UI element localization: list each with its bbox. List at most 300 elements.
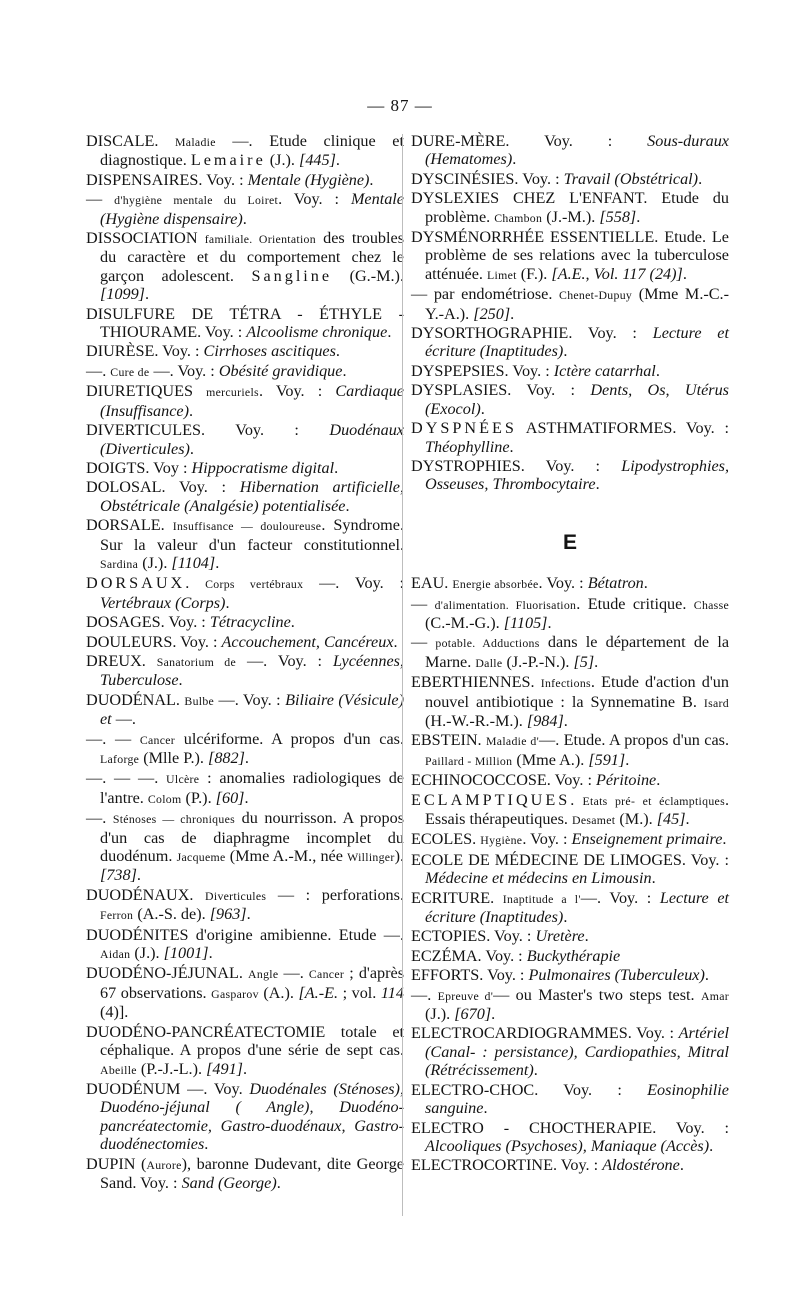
- entry-text: Sténoses — chroniques: [112, 812, 236, 827]
- entry-text: ).: [394, 847, 405, 866]
- entry-text: Sangline: [251, 266, 333, 285]
- entry-text: .: [704, 966, 709, 985]
- index-entry: [411, 285, 729, 323]
- entry-text: Diverticules: [205, 888, 267, 903]
- entry-text: DURE-MÈRE. Voy. :: [411, 132, 648, 150]
- entry-text: .: [342, 361, 347, 380]
- entry-text: .: [189, 401, 194, 420]
- entry-text: . Voy. :: [522, 830, 572, 849]
- entry-text: —. Voy. :: [236, 651, 333, 670]
- entry-text: d'alimentation. Fluorisation: [434, 597, 577, 612]
- entry-text: —.: [111, 710, 136, 729]
- entry-text: Cancer: [139, 732, 176, 747]
- entry-text: [670]: [454, 1005, 492, 1024]
- entry-text: Insuffisance — douloureuse: [172, 519, 322, 534]
- entry-text: Cardiaque (Insuffisance): [100, 382, 404, 420]
- right-column-top-entries: [411, 132, 729, 494]
- index-entry: [86, 809, 404, 885]
- entry-text: familiale. Orientation: [204, 232, 316, 247]
- entry-text: (Mme A.).: [512, 750, 589, 769]
- entry-text: Bulbe: [184, 693, 215, 708]
- entry-text: Péritoine: [595, 771, 657, 790]
- entry-text: Cancer: [308, 967, 345, 982]
- entry-text: : anomalies radiologiques de l'antre.: [100, 769, 404, 807]
- entry-text: DYSTROPHIES. Voy. :: [411, 456, 622, 475]
- entry-text: ASTHMATIFORMES. Voy. :: [516, 419, 729, 438]
- entry-text: Maladie: [175, 135, 216, 149]
- entry-text: [558]: [599, 207, 637, 226]
- entry-text: (M.).: [615, 810, 657, 828]
- entry-text: (J.).: [265, 151, 300, 170]
- entry-text: ; vol.: [338, 983, 381, 1002]
- entry-text: DUODÉNITES d'origine amibienne. Etude —.: [86, 925, 404, 944]
- entry-text: . Etude d'action d'un nouvel antibiotique : la Synnematine B.: [425, 673, 729, 711]
- left-column: [86, 132, 404, 1193]
- entry-text: Artériel (Canal- : persistance), Cardiopathies, Mitral (Rétrécissement): [425, 1024, 729, 1080]
- entry-text: DREUX.: [86, 651, 157, 670]
- entry-text: [591]: [588, 750, 626, 769]
- entry-text: Enseignement primaire: [571, 830, 723, 849]
- entry-text: ECRITURE.: [411, 888, 503, 907]
- entry-text: Uretère: [535, 927, 585, 946]
- entry-text: DOLOSAL. Voy. :: [86, 478, 240, 497]
- index-entry: [411, 324, 729, 361]
- entry-text: .: [563, 711, 568, 730]
- entry-text: Médecine et médecins en Limousin: [425, 869, 652, 888]
- entry-text: Infections: [540, 676, 591, 691]
- entry-text: . Etude critique.: [576, 594, 694, 613]
- entry-text: des troubles du caractère et du comportement chez le garçon adolescent.: [100, 229, 404, 285]
- entry-text: du nourrisson. A propos d'un cas de diaphragme incomplet du duodénum.: [100, 809, 404, 866]
- index-entry: [86, 132, 404, 170]
- entry-text: Laforge: [100, 752, 140, 766]
- entry-text: EFFORTS. Voy. :: [411, 966, 529, 985]
- entry-text: .: [509, 437, 514, 456]
- entry-text: Aidan: [100, 947, 131, 962]
- entry-text: .: [512, 150, 517, 169]
- index-entry: [86, 691, 404, 729]
- entry-text: .: [335, 342, 340, 361]
- index-entry: [411, 381, 729, 418]
- index-entry: [411, 170, 729, 188]
- index-entry: [86, 1080, 404, 1154]
- entry-text: — : perforations.: [266, 885, 404, 904]
- entry-text: Maladie d': [486, 734, 540, 749]
- entry-text: Ictère catarrhal: [553, 361, 656, 380]
- entry-text: [882]: [208, 749, 245, 767]
- entry-text: Pulmonaires (Tuberculeux): [528, 966, 705, 985]
- index-entry: [411, 189, 729, 227]
- entry-text: (G.-M.).: [332, 266, 404, 285]
- section-letter-heading: E: [562, 530, 577, 554]
- index-entry: [411, 228, 729, 284]
- entry-text: (Mme M.-C.-Y.-A.).: [425, 285, 729, 323]
- entry-text: Lycéennes, Tuberculose: [100, 651, 404, 690]
- entry-text: potable. Adductions: [435, 636, 540, 651]
- index-entry: [411, 1156, 729, 1174]
- entry-text: DISPENSAIRES. Voy. :: [86, 170, 248, 189]
- entry-text: —.: [86, 809, 113, 828]
- index-entry: [86, 382, 404, 420]
- entry-text: DOULEURS. Voy. :: [86, 632, 222, 651]
- entry-text: (J.).: [130, 944, 164, 963]
- entry-text: —. Etude clinique et diagnostique.: [100, 132, 404, 170]
- entry-text: DIURÈSE. Voy. :: [86, 342, 204, 361]
- index-entry: [86, 478, 404, 515]
- entry-text: .: [144, 285, 150, 304]
- entry-text: .: [682, 264, 687, 283]
- index-entry: [411, 1119, 729, 1156]
- index-entry: [411, 1024, 729, 1079]
- entry-text: DUODÉNAUX.: [86, 885, 206, 904]
- entry-text: dans le département de la Marne.: [425, 633, 730, 671]
- entry-text: Colom: [147, 791, 182, 806]
- index-entry: [86, 730, 404, 769]
- entry-text: [250]: [473, 304, 511, 323]
- entry-text: Buckythérapie: [526, 946, 621, 965]
- entry-text: DUODÉNO-PANCRÉATECTOMIE totale et céphalique. A propos d'une série de sept cas.: [86, 1022, 404, 1060]
- column-divider: [402, 134, 403, 1216]
- index-entry: [411, 574, 729, 593]
- entry-text: Energie absorbée: [452, 577, 539, 592]
- entry-text: — par endométriose.: [411, 285, 560, 304]
- entry-text: Sanatorium de: [156, 654, 237, 669]
- entry-text: —. Voy. :: [214, 690, 286, 709]
- entry-text: DYSPNÉES: [411, 419, 517, 438]
- entry-text: Etats pré- et éclamptiques: [582, 793, 725, 808]
- index-entry: [411, 791, 729, 830]
- entry-text: DYSPLASIES. Voy. :: [411, 381, 591, 400]
- entry-text: (C.-M.-G.).: [425, 613, 504, 632]
- entry-text: .: [563, 342, 568, 361]
- entry-text: [45]: [656, 810, 686, 828]
- entry-text: Bétatron: [587, 574, 644, 593]
- index-entry: [86, 886, 404, 925]
- index-entry: [86, 190, 404, 228]
- entry-text: Alcooliques (Psychoses), Maniaque (Accès): [425, 1136, 710, 1155]
- entry-text: Vertébraux (Corps): [100, 593, 226, 612]
- entry-text: Paillard - Million: [425, 753, 513, 768]
- entry-text: .: [643, 574, 648, 593]
- entry-text: .: [334, 458, 339, 477]
- entry-text: (J.-M.).: [542, 207, 600, 226]
- entry-text: .: [290, 613, 295, 632]
- entry-text: Cure de: [110, 364, 150, 379]
- index-entry: [86, 964, 404, 1021]
- index-entry: [86, 1023, 404, 1079]
- entry-text: Biliaire (Vésicule) et: [100, 690, 404, 729]
- entry-text: Hippocratisme digital: [191, 458, 335, 477]
- entry-text: Abeille: [100, 1062, 137, 1077]
- entry-text: . Voy. :: [258, 382, 336, 401]
- entry-text: DORSAUX: [86, 574, 186, 593]
- entry-text: (J.).: [425, 1005, 455, 1024]
- entry-text: DYSORTHOGRAPHIE. Voy. :: [411, 324, 653, 343]
- index-entry: [86, 613, 404, 631]
- entry-text: Tétracycline: [209, 613, 291, 632]
- entry-text: ELECTROCARDIOGRAMMES. Voy. :: [411, 1024, 679, 1043]
- entry-text: [984]: [526, 711, 564, 730]
- entry-text: DUODÉNUM —. Voy.: [86, 1079, 250, 1098]
- entry-text: ; d'après 67 observations.: [100, 964, 404, 1002]
- index-entry: [86, 633, 404, 651]
- entry-text: .: [685, 810, 690, 828]
- right-column: [411, 132, 729, 1176]
- entry-text: Accouchement, Cancéreux: [221, 632, 394, 651]
- entry-text: —. Voy. :: [149, 361, 219, 380]
- entry-text: .: [246, 905, 251, 924]
- index-entry: [411, 1081, 729, 1118]
- entry-text: d'hygiène mentale du Loiret: [114, 193, 279, 208]
- entry-text: mercuriels: [206, 385, 259, 400]
- index-entry: [86, 652, 404, 690]
- entry-text: [1104]: [171, 553, 216, 572]
- index-entry: [86, 305, 404, 342]
- entry-text: Mentale (Hygiène dispensaire): [100, 190, 404, 228]
- entry-text: Chenet-Dupuy: [559, 288, 633, 303]
- entry-text: (P.).: [181, 788, 216, 807]
- entry-text: (F.).: [516, 264, 552, 283]
- entry-text: —: [411, 594, 435, 613]
- entry-text: Inaptitude a l': [502, 891, 581, 906]
- index-entry: [411, 986, 729, 1024]
- entry-text: Gasparov: [211, 986, 259, 1001]
- entry-text: —.: [278, 964, 309, 983]
- entry-text: —. —: [86, 729, 140, 748]
- entry-text: ECHINOCOCCOSE. Voy. :: [411, 771, 596, 790]
- entry-text: Angle: [248, 967, 279, 982]
- index-entry: [86, 926, 404, 964]
- entry-text: .: [709, 1136, 714, 1155]
- entry-text: (Mlle P.).: [139, 749, 209, 767]
- entry-text: Jacqueme: [176, 850, 226, 865]
- entry-text: Sardina: [100, 556, 139, 571]
- entry-text: .: [625, 750, 630, 769]
- entry-text: —.: [86, 361, 111, 380]
- entry-text: DUODÉNO-JÉJUNAL.: [86, 964, 249, 983]
- entry-text: [60]: [215, 788, 245, 807]
- entry-text: EBERTHIENNES.: [411, 673, 541, 692]
- entry-text: .: [185, 574, 206, 593]
- entry-text: .: [655, 361, 660, 380]
- entry-text: .: [722, 830, 727, 849]
- entry-text: DOSAGES. Voy. :: [86, 613, 210, 632]
- entry-text: ELECTRO-CHOC. Voy. :: [411, 1080, 648, 1099]
- index-entry: [86, 516, 404, 573]
- entry-text: [5]: [573, 652, 595, 671]
- entry-text: ECTOPIES. Voy. :: [411, 927, 536, 946]
- entry-text: Dents, Os, Utérus (Exocol): [425, 381, 729, 418]
- entry-text: Epreuve d': [437, 988, 494, 1003]
- index-entry: [411, 595, 729, 633]
- entry-text: .: [335, 151, 340, 170]
- entry-text: (J.-P.-N.).: [502, 652, 574, 671]
- entry-text: .: [136, 866, 141, 885]
- entry-text: .: [204, 1135, 209, 1154]
- entry-text: [1099]: [100, 285, 145, 304]
- index-entry: [411, 966, 729, 984]
- entry-text: DUPIN (: [86, 1154, 147, 1173]
- index-entry: [86, 171, 404, 189]
- entry-text: — ou Master's two steps test.: [493, 985, 701, 1004]
- entry-text: [445]: [299, 151, 336, 170]
- entry-text: Amar: [700, 988, 729, 1003]
- entry-text: .: [510, 304, 515, 323]
- entry-text: Dalle: [475, 655, 503, 670]
- entry-text: (A.).: [258, 983, 299, 1002]
- entry-text: —: [411, 633, 436, 652]
- entry-text: ECOLE DE MÉDECINE DE LIMOGES. Voy. :: [411, 850, 729, 869]
- index-entry: [411, 927, 729, 945]
- entry-text: . Essais thérapeutiques.: [425, 790, 730, 828]
- entry-text: DYSCINÉSIES. Voy. :: [411, 169, 564, 188]
- entry-text: .: [636, 207, 641, 226]
- entry-text: Isard: [703, 695, 729, 710]
- entry-text: Lemaire: [190, 151, 266, 170]
- entry-text: [1105]: [503, 613, 548, 632]
- entry-text: EAU.: [411, 574, 453, 593]
- entry-text: —. Voy. :: [580, 888, 660, 907]
- entry-text: Travail (Obstétrical): [563, 169, 699, 188]
- entry-text: .: [656, 771, 661, 790]
- entry-text: ulcériforme. A propos d'un cas.: [175, 729, 404, 748]
- entry-text: Alcoolisme chronique: [246, 323, 388, 342]
- entry-text: ECLAMPTIQUES: [411, 790, 571, 809]
- entry-text: Aldostérone: [602, 1156, 680, 1175]
- index-entry: [86, 459, 404, 477]
- index-entry: [411, 889, 729, 927]
- entry-text: DIURETIQUES: [86, 382, 207, 401]
- entry-text: DOIGTS. Voy :: [86, 458, 192, 477]
- entry-text: [A.E., Vol. 117 (24)]: [551, 264, 683, 283]
- entry-text: EBSTEIN.: [411, 731, 487, 750]
- entry-text: ECZÉMA. Voy. :: [411, 946, 527, 965]
- entry-text: —: [86, 190, 115, 209]
- entry-text: Willinger: [347, 850, 395, 865]
- entry-text: Eosinophilie sanguine: [425, 1080, 729, 1118]
- entry-text: —.: [411, 985, 438, 1004]
- index-entry: [86, 1155, 404, 1193]
- entry-text: (A.-S. de).: [133, 905, 210, 924]
- index-entry: [411, 830, 729, 849]
- entry-text: .: [276, 1173, 281, 1192]
- index-entry: [411, 851, 729, 888]
- entry-text: .: [345, 496, 350, 515]
- entry-text: DUODÉNAL.: [86, 690, 185, 709]
- entry-text: ), baronne Dudevant, dite George Sand. Voy. :: [100, 1154, 404, 1192]
- index-entry: [86, 229, 404, 304]
- entry-text: DORSALE.: [86, 516, 173, 535]
- entry-text: .: [547, 613, 552, 632]
- entry-text: .: [208, 944, 213, 963]
- entry-text: (P.-J.-L.).: [136, 1059, 207, 1078]
- entry-text: Limet: [487, 267, 517, 282]
- entry-text: .: [393, 632, 398, 651]
- entry-text: .: [483, 1099, 488, 1118]
- index-entry: [411, 362, 729, 380]
- entry-text: Duodénaux (Diverticules): [100, 421, 404, 458]
- page-number: — 87 —: [367, 96, 433, 115]
- right-column-bottom-entries: [411, 574, 729, 1175]
- entry-text: Sand (George): [181, 1173, 277, 1192]
- entry-text: .: [584, 927, 589, 946]
- entry-text: Lipodystrophies, Osseuses, Thrombocytaire: [425, 456, 729, 494]
- entry-text: —. — —.: [86, 769, 167, 788]
- entry-text: Lecture et écriture (Inaptitudes): [425, 888, 729, 927]
- entry-text: Obésité gravidique: [218, 361, 343, 380]
- entry-text: ECOLES.: [411, 830, 481, 849]
- entry-text: .: [244, 788, 249, 807]
- index-entry: [86, 362, 404, 381]
- index-entry: [86, 421, 404, 458]
- entry-text: Chambon: [494, 210, 543, 225]
- entry-text: Théophylline: [425, 437, 510, 456]
- entry-text: .: [491, 1005, 496, 1024]
- entry-text: .: [533, 1061, 538, 1080]
- entry-text: DISULFURE DE TÉTRA - ÉTHYLE - THIOURAME. Voy. :: [86, 304, 404, 342]
- index-entry: [411, 457, 729, 494]
- entry-text: —. Voy. :: [303, 574, 404, 593]
- entry-text: .: [651, 869, 656, 888]
- entry-text: (J.).: [138, 553, 172, 572]
- entry-text: .: [225, 593, 230, 612]
- entry-text: .: [244, 749, 249, 767]
- index-entry: [411, 419, 729, 456]
- index-entry: [411, 771, 729, 789]
- entry-text: [738]: [100, 866, 137, 885]
- entry-text: Lecture et écriture (Inaptitudes): [425, 324, 729, 361]
- entry-text: .: [215, 553, 220, 572]
- entry-text: 114: [380, 983, 404, 1002]
- index-entry: [411, 132, 729, 169]
- entry-text: Cirrhoses ascitiques: [203, 342, 336, 361]
- entry-text: Ferron: [100, 908, 134, 923]
- entry-text: .: [189, 439, 194, 458]
- index-entry: [411, 731, 729, 770]
- entry-text: . Voy. :: [278, 190, 351, 209]
- entry-text: Sous-duraux (Hematomes): [425, 132, 729, 169]
- entry-text: .: [698, 169, 703, 188]
- entry-text: .: [369, 170, 374, 189]
- entry-text: .: [242, 209, 247, 228]
- entry-text: DISSOCIATION: [86, 229, 205, 248]
- entry-text: (Mme A.-M., née: [225, 847, 348, 866]
- entry-text: [491]: [206, 1059, 243, 1078]
- entry-text: Ulcère: [166, 772, 200, 787]
- entry-text: .: [595, 475, 600, 494]
- entry-text: DIVERTICULES. Voy. :: [86, 421, 330, 440]
- entry-text: .: [387, 323, 392, 342]
- entry-text: —. Etude. A propos d'un cas.: [539, 731, 730, 750]
- entry-text: .: [242, 1059, 248, 1078]
- entry-text: Corps vertébraux: [205, 577, 304, 592]
- entry-text: Chasse: [693, 597, 730, 612]
- entry-text: Mentale (Hygiène): [247, 170, 370, 189]
- entry-text: Duodénales (Sténoses), Duodéno-jéjunal ( Angle), Duodéno-pancréatectomie, Gastro-duodénaux, Gastro-duodénectomies: [100, 1079, 404, 1154]
- entry-text: [963]: [209, 905, 247, 924]
- entry-text: .: [679, 1156, 684, 1175]
- entry-text: Aurore: [146, 1157, 182, 1172]
- entry-text: DYSLEXIES CHEZ L'ENFANT. Etude du problème.: [411, 189, 729, 226]
- index-entry: [86, 574, 404, 612]
- index-entry: [411, 673, 729, 730]
- entry-text: . Syndrome. Sur la valeur d'un facteur constitutionnel.: [100, 516, 404, 554]
- entry-text: ELECTROCORTINE. Voy. :: [411, 1156, 603, 1175]
- index-entry: [86, 769, 404, 808]
- entry-text: ELECTRO - CHOCTHERAPIE. Voy. :: [411, 1118, 729, 1137]
- entry-text: . Voy. :: [538, 574, 588, 593]
- index-entry: [411, 947, 729, 965]
